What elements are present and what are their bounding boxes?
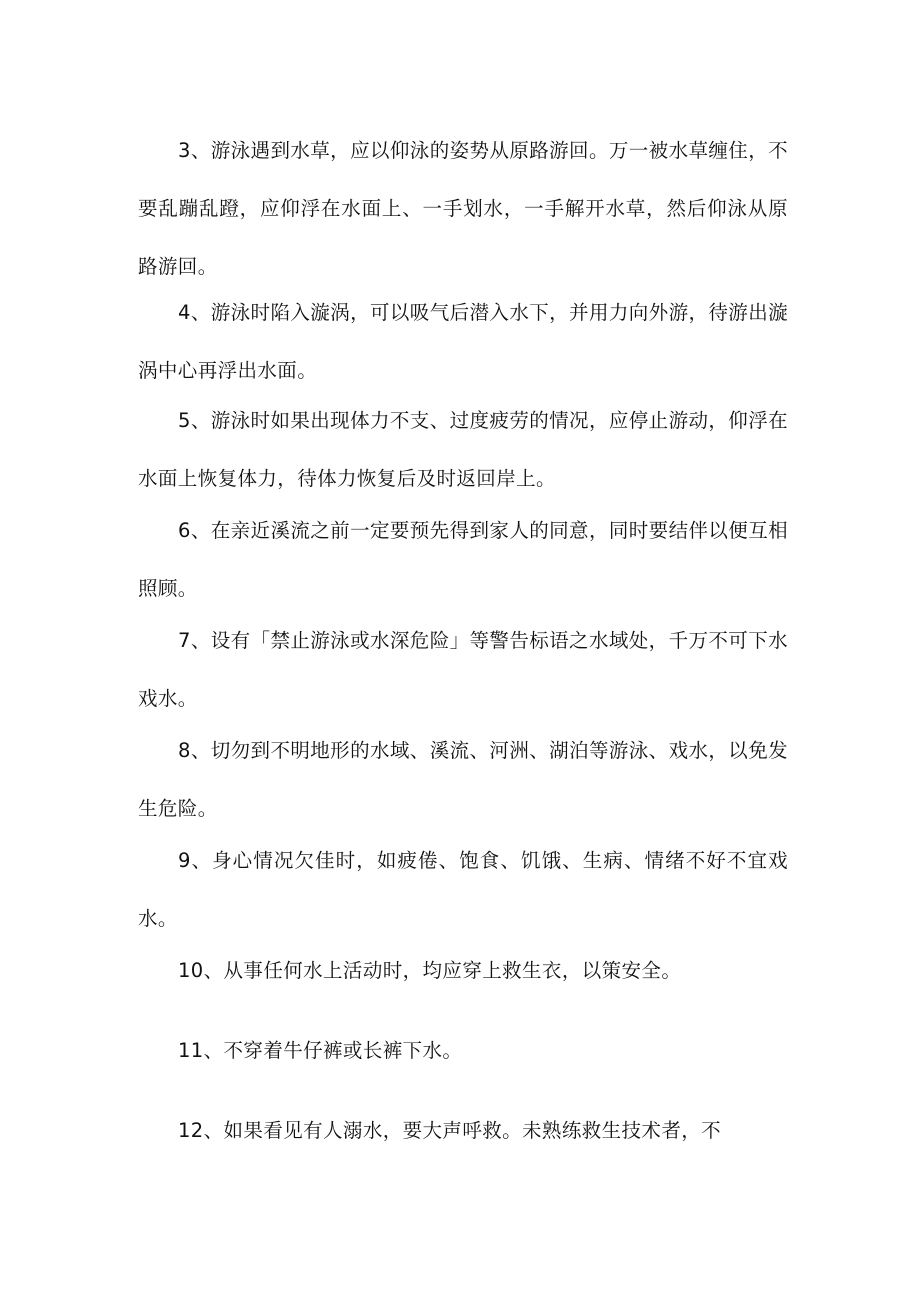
- paragraph-item-12: 12、如果看见有人溺水，要大声呼救。未熟练救生技术者，不: [178, 1119, 722, 1142]
- paragraph-item-7: 7、设有「禁止游泳或水深危险」等警告标语之水域处，千万不可下水戏水。: [138, 629, 788, 710]
- paragraph-item-8: 8、切勿到不明地形的水域、溪流、河洲、湖泊等游泳、戏水，以免发生危险。: [138, 739, 788, 820]
- paragraph-item-9: 9、身心情况欠佳时，如疲倦、饱食、饥饿、生病、情绪不好不宜戏水。: [138, 849, 788, 930]
- paragraph-item-11: 11、不穿着牛仔裤或长裤下水。: [178, 1039, 463, 1062]
- paragraph-item-6: 6、在亲近溪流之前一定要预先得到家人的同意，同时要结伴以便互相照顾。: [138, 519, 788, 600]
- paragraph-item-4: 4、游泳时陷入漩涡，可以吸气后潜入水下，并用力向外游，待游出漩涡中心再浮出水面。: [138, 301, 788, 382]
- paragraph-item-5: 5、游泳时如果出现体力不支、过度疲劳的情况，应停止游动，仰浮在水面上恢复体力，待体力恢复后及时返回岸上。: [138, 409, 788, 490]
- paragraph-item-3: 3、游泳遇到水草，应以仰泳的姿势从原路游回。万一被水草缠住，不要乱蹦乱蹬，应仰浮在水面上、一手划水，一手解开水草，然后仰泳从原路游回。: [138, 139, 788, 278]
- paragraph-item-10: 10、从事任何水上活动时，均应穿上救生衣，以策安全。: [178, 959, 682, 982]
